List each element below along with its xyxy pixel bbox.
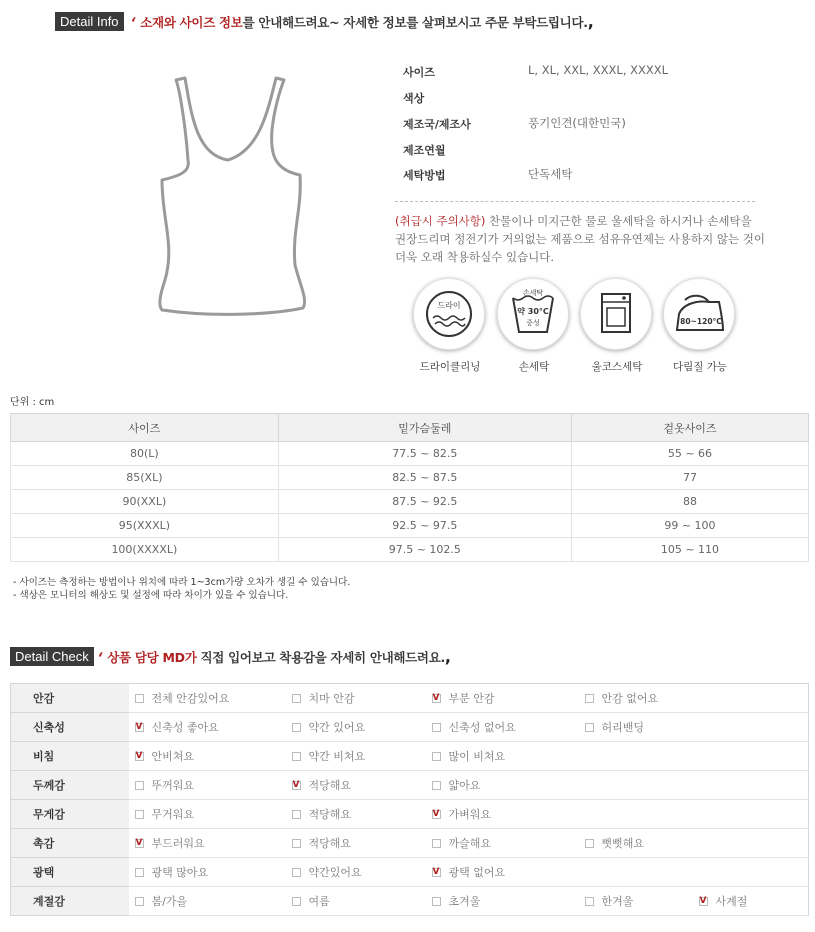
checkbox-icon[interactable] xyxy=(585,694,594,703)
spec-label: 색상 xyxy=(403,92,425,105)
divider xyxy=(395,201,755,202)
headline-comma: , xyxy=(444,647,451,666)
check-option[interactable] xyxy=(292,748,366,764)
unit-label: 단위 : cm xyxy=(10,397,55,408)
checkbox-icon[interactable] xyxy=(135,694,144,703)
check-option[interactable] xyxy=(292,835,352,851)
care-hand-wash xyxy=(497,278,571,374)
checkbox-icon[interactable] xyxy=(292,723,301,732)
caution-title: (취급시 주의사항) xyxy=(395,214,486,228)
check-option[interactable] xyxy=(432,806,492,822)
checkbox-icon[interactable] xyxy=(292,810,301,819)
check-options xyxy=(129,771,809,800)
hand-wash-mid-text: 약 30°C xyxy=(517,307,549,316)
check-option-label: 적당해요 xyxy=(308,779,352,792)
check-option-label: 까슬해요 xyxy=(448,837,492,850)
check-option-label: 약간 비쳐요 xyxy=(308,750,366,763)
check-option-label: 광택 많아요 xyxy=(151,866,209,879)
check-option-label: 한겨울 xyxy=(601,895,634,908)
check-option-label: 신축성 없어요 xyxy=(448,721,516,734)
table-cell: 97.5 ~ 102.5 xyxy=(278,538,571,562)
detail-info-tag: Detail Info xyxy=(55,12,124,31)
check-option[interactable] xyxy=(432,690,495,706)
check-option[interactable] xyxy=(432,719,516,735)
checkbox-icon[interactable] xyxy=(585,723,594,732)
checkbox-icon[interactable] xyxy=(432,839,441,848)
table-row xyxy=(11,466,809,490)
table-cell: 90(XXL) xyxy=(11,490,279,514)
headline-highlight: 소재와 사이즈 정보 xyxy=(140,15,243,30)
iron-icon xyxy=(669,286,729,342)
note-1: - 사이즈는 측정하는 방법이나 위치에 따라 1~3cm가량 오차가 생길 수 있습니다. xyxy=(13,577,351,588)
check-option[interactable] xyxy=(699,893,748,909)
check-option[interactable] xyxy=(585,690,659,706)
check-row xyxy=(11,742,809,771)
check-option[interactable] xyxy=(135,893,188,909)
check-option-label: 가벼워요 xyxy=(448,808,492,821)
check-option[interactable] xyxy=(292,893,330,909)
check-option[interactable] xyxy=(585,835,645,851)
checkbox-icon[interactable] xyxy=(432,752,441,761)
checkbox-icon[interactable] xyxy=(135,810,144,819)
care-label: 다림질 가능 xyxy=(672,361,728,373)
spec-label: 제조국/제조사 xyxy=(403,118,471,131)
spec-value: 풍기인견(대한민국) xyxy=(528,116,626,130)
check-option[interactable] xyxy=(292,864,362,880)
check-row-label: 무게감 xyxy=(11,800,129,829)
checked-box-icon[interactable]: V xyxy=(135,750,143,761)
table-cell: 88 xyxy=(571,490,808,514)
table-cell: 92.5 ~ 97.5 xyxy=(278,514,571,538)
check-option-label: 초겨울 xyxy=(448,895,481,908)
check-options xyxy=(129,829,809,858)
wool-course-icon xyxy=(588,286,644,342)
headline-rest: 를 안내해드려요~ 자세한 정보를 살펴보시고 주문 부탁드립니다. xyxy=(242,15,588,30)
check-option-label: 안비쳐요 xyxy=(151,750,195,763)
check-options xyxy=(129,858,809,887)
check-option-label: 뻣뻣해요 xyxy=(601,837,645,850)
table-cell: 77 xyxy=(571,466,808,490)
check-row xyxy=(11,858,809,887)
size-table-header: 밑가슴둘레 xyxy=(278,414,571,442)
check-option-label: 부분 안감 xyxy=(448,692,495,705)
check-option[interactable] xyxy=(432,893,481,909)
check-option-label: 적당해요 xyxy=(308,808,352,821)
check-option[interactable] xyxy=(432,748,506,764)
check-row xyxy=(11,829,809,858)
table-cell: 100(XXXXL) xyxy=(11,538,279,562)
check-row-label: 촉감 xyxy=(11,829,129,858)
table-cell: 77.5 ~ 82.5 xyxy=(278,442,571,466)
table-cell: 105 ~ 110 xyxy=(571,538,808,562)
check-options xyxy=(129,713,809,742)
checkbox-icon[interactable] xyxy=(585,839,594,848)
table-cell: 82.5 ~ 87.5 xyxy=(278,466,571,490)
check-option-label: 뚜꺼워요 xyxy=(151,779,195,792)
check-row-label: 신축성 xyxy=(11,713,129,742)
check-option[interactable] xyxy=(432,777,481,793)
check-option-label: 사계절 xyxy=(715,895,748,908)
table-cell: 55 ~ 66 xyxy=(571,442,808,466)
caution-body: 찬물이나 미지근한 물로 울세탁을 하시거나 손세탁을 권장드리며 정전기가 거의없는 제품으로 섬유유연제는 사용하지 않는 것이 더욱 오래 착용하실수 있습니다. xyxy=(395,214,765,264)
check-table xyxy=(10,683,809,916)
headline-highlight: 상품 담당 MD가 xyxy=(107,650,197,665)
headline-comma: , xyxy=(587,12,594,31)
caution-text xyxy=(395,212,765,266)
care-label: 울코스세탁 xyxy=(591,361,643,373)
check-row xyxy=(11,800,809,829)
check-option-label: 전체 안감있어요 xyxy=(151,692,230,705)
check-option[interactable] xyxy=(135,719,219,735)
check-options xyxy=(129,742,809,771)
checkbox-icon[interactable] xyxy=(292,694,301,703)
checked-box-icon[interactable]: V xyxy=(292,779,300,790)
size-table xyxy=(10,413,809,562)
check-option-label: 신축성 좋아요 xyxy=(151,721,219,734)
detail-check-tag: Detail Check xyxy=(10,647,94,666)
table-cell: 85(XL) xyxy=(11,466,279,490)
spec-value: 단독세탁 xyxy=(528,167,573,181)
checkbox-icon[interactable] xyxy=(292,839,301,848)
check-options xyxy=(129,887,809,916)
check-option[interactable] xyxy=(585,893,634,909)
check-option[interactable] xyxy=(135,806,195,822)
checkbox-icon[interactable] xyxy=(432,897,441,906)
check-row-label: 두께감 xyxy=(11,771,129,800)
check-option[interactable] xyxy=(292,806,352,822)
checked-box-icon[interactable]: V xyxy=(135,837,143,848)
check-option-label: 부드러워요 xyxy=(151,837,205,850)
check-option[interactable] xyxy=(432,864,506,880)
check-option-label: 봄/가을 xyxy=(151,895,188,908)
check-options xyxy=(129,684,809,713)
quote-mark: ‘ xyxy=(98,649,104,668)
check-option[interactable] xyxy=(135,777,195,793)
info-headline xyxy=(131,12,593,33)
table-row xyxy=(11,538,809,562)
checkbox-icon[interactable] xyxy=(585,897,594,906)
table-cell: 80(L) xyxy=(11,442,279,466)
check-row xyxy=(11,887,809,916)
hand-wash-top-text: 손세탁 xyxy=(522,289,544,297)
tank-top-illustration xyxy=(150,70,315,320)
spec-label: 세탁방법 xyxy=(403,169,446,182)
check-row-label: 안감 xyxy=(11,684,129,713)
checkbox-icon[interactable] xyxy=(135,781,144,790)
check-option-label: 허리밴딩 xyxy=(601,721,645,734)
checkbox-icon[interactable] xyxy=(135,868,144,877)
care-label: 드라이클리닝 xyxy=(419,361,481,373)
quote-mark: ‘ xyxy=(131,14,137,33)
iron-icon-text: 80~120°C xyxy=(680,317,722,326)
check-option[interactable] xyxy=(135,748,195,764)
check-row xyxy=(11,684,809,713)
check-option[interactable] xyxy=(135,690,230,706)
check-row-label: 비침 xyxy=(11,742,129,771)
dry-clean-icon xyxy=(421,286,477,342)
headline-rest: 직접 입어보고 착용감을 자세히 안내해드려요. xyxy=(196,650,445,665)
note-2: - 색상은 모니터의 해상도 및 설정에 따라 차이가 있을 수 있습니다. xyxy=(13,590,289,601)
check-option-label: 적당해요 xyxy=(308,837,352,850)
care-label: 손세탁 xyxy=(518,361,550,373)
check-row-label: 계절감 xyxy=(11,887,129,916)
checkbox-icon[interactable] xyxy=(432,781,441,790)
check-option-label: 여름 xyxy=(308,895,330,908)
care-wool-course xyxy=(580,278,654,374)
check-row-label: 광택 xyxy=(11,858,129,887)
check-row xyxy=(11,713,809,742)
table-row xyxy=(11,490,809,514)
check-option-label: 많이 비쳐요 xyxy=(448,750,506,763)
care-dry-clean xyxy=(413,278,487,374)
checkbox-icon[interactable] xyxy=(432,723,441,732)
size-table-header: 사이즈 xyxy=(11,414,279,442)
check-option[interactable] xyxy=(432,835,492,851)
spec-label: 사이즈 xyxy=(403,66,435,79)
check-option-label: 약간 있어요 xyxy=(308,721,366,734)
check-row xyxy=(11,771,809,800)
checked-box-icon[interactable]: V xyxy=(699,895,707,906)
checkbox-icon[interactable] xyxy=(292,897,301,906)
check-option-label: 무거워요 xyxy=(151,808,195,821)
checkbox-icon[interactable] xyxy=(292,868,301,877)
check-option[interactable] xyxy=(135,864,209,880)
checkbox-icon[interactable] xyxy=(292,752,301,761)
hand-wash-bot-text: 중성 xyxy=(526,319,540,327)
check-option-label: 안감 없어요 xyxy=(601,692,659,705)
table-cell: 99 ~ 100 xyxy=(571,514,808,538)
checked-box-icon[interactable]: V xyxy=(432,866,440,877)
care-iron xyxy=(663,278,737,374)
checkbox-icon[interactable] xyxy=(135,897,144,906)
table-cell: 87.5 ~ 92.5 xyxy=(278,490,571,514)
check-headline xyxy=(98,647,451,668)
check-option[interactable] xyxy=(292,690,355,706)
check-option[interactable] xyxy=(292,719,366,735)
check-option-label: 치마 안감 xyxy=(308,692,355,705)
table-row xyxy=(11,514,809,538)
check-option[interactable] xyxy=(135,835,205,851)
spec-value: L, XL, XXL, XXXL, XXXXL xyxy=(528,63,669,77)
hand-wash-icon xyxy=(505,286,561,342)
dry-clean-icon-text: 드라이 xyxy=(437,301,461,310)
checked-box-icon[interactable]: V xyxy=(432,808,440,819)
table-cell: 95(XXXL) xyxy=(11,514,279,538)
check-option-label: 얇아요 xyxy=(448,779,481,792)
table-row xyxy=(11,442,809,466)
check-option-label: 약간있어요 xyxy=(308,866,362,879)
check-option[interactable] xyxy=(585,719,645,735)
check-options xyxy=(129,800,809,829)
spec-label: 제조연월 xyxy=(403,144,446,157)
checked-box-icon[interactable]: V xyxy=(135,721,143,732)
check-option[interactable] xyxy=(292,777,352,793)
check-option-label: 광택 없어요 xyxy=(448,866,506,879)
size-table-header: 겉옷사이즈 xyxy=(571,414,808,442)
checked-box-icon[interactable]: V xyxy=(432,692,440,703)
